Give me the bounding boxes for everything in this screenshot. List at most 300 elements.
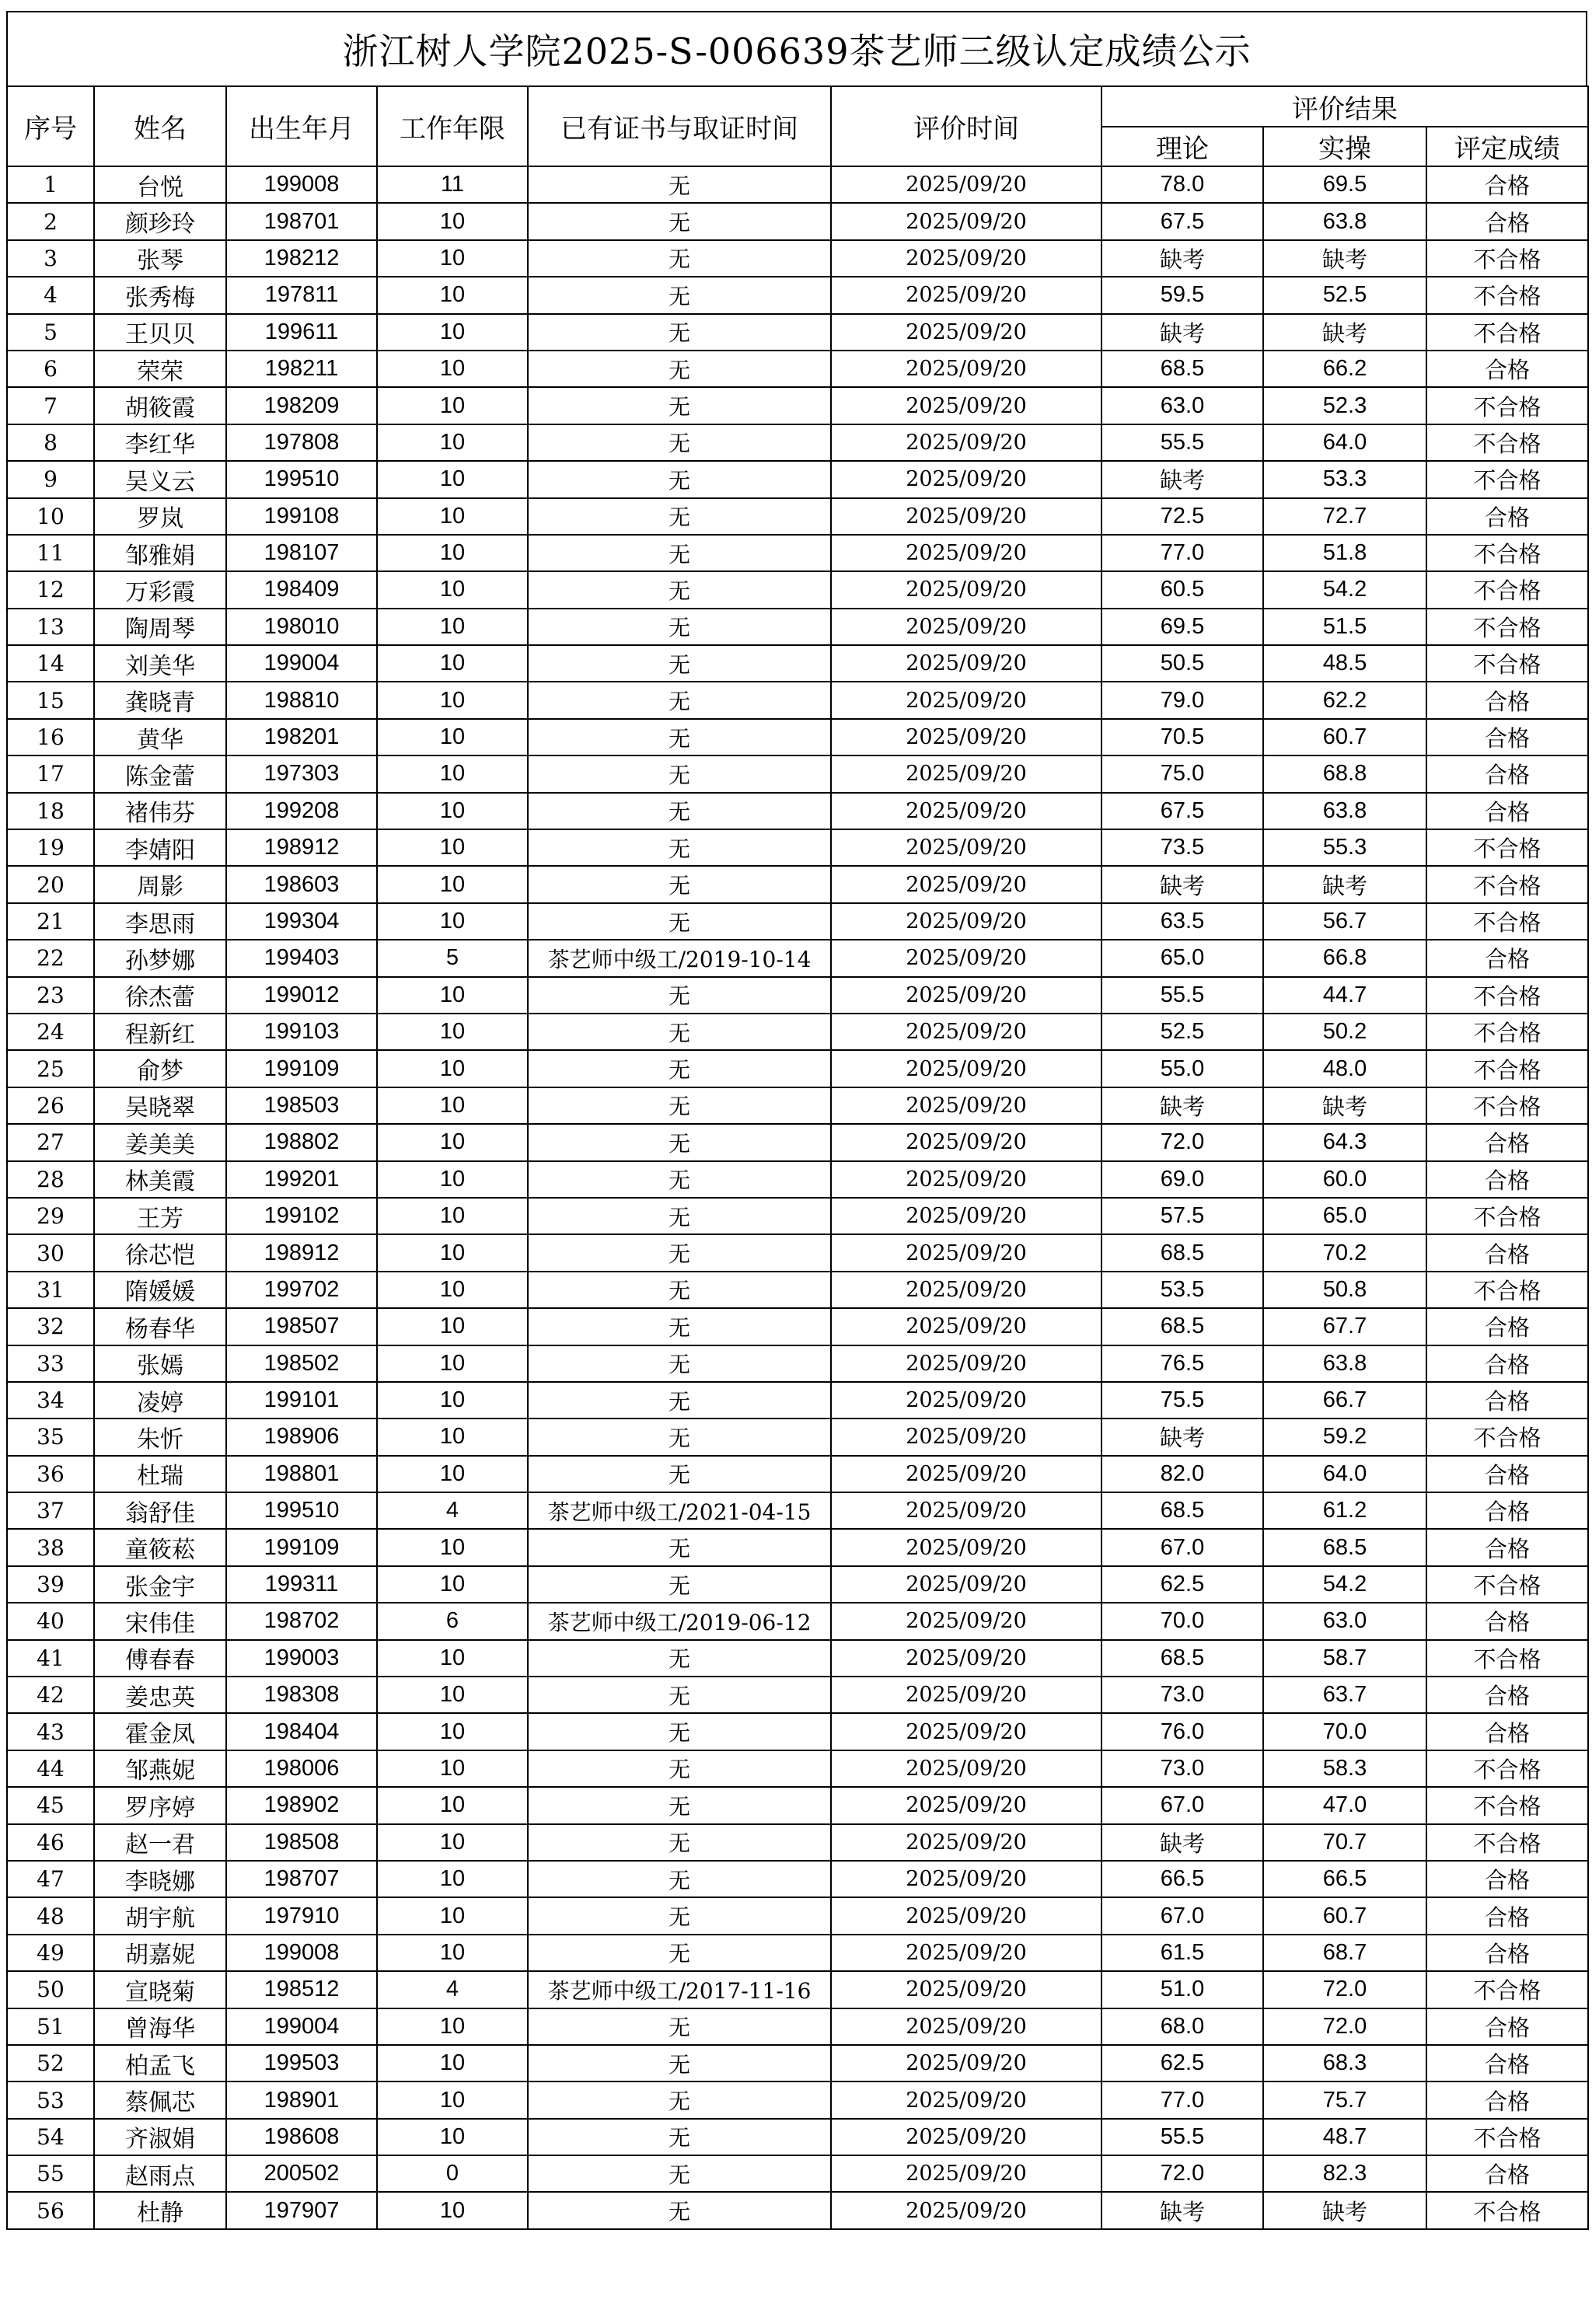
cell-practice: 53.3 (1263, 461, 1426, 497)
cell-practice: 68.3 (1263, 2045, 1426, 2081)
table-row (7, 1161, 1588, 1198)
cell-years: 10 (377, 793, 528, 829)
cell-birth: 198212 (226, 240, 377, 277)
cell-name: 颜珍玲 (94, 203, 226, 239)
cell-years: 10 (377, 387, 528, 424)
cell-name: 罗序婷 (94, 1787, 226, 1823)
cell-birth: 198701 (226, 203, 377, 239)
cell-index: 12 (7, 571, 94, 608)
cell-eval-date: 2025/09/20 (831, 1050, 1101, 1087)
cell-theory: 60.5 (1101, 571, 1263, 608)
cell-index: 44 (7, 1750, 94, 1787)
cell-theory: 67.0 (1101, 1897, 1263, 1934)
cell-birth: 199102 (226, 1198, 377, 1234)
table-row (7, 1014, 1588, 1050)
cell-cert: 无 (528, 1198, 831, 1234)
cell-theory: 缺考 (1101, 461, 1263, 497)
cell-name: 孙梦娜 (94, 940, 226, 976)
cell-name: 胡筱霞 (94, 387, 226, 424)
table-row (7, 1087, 1588, 1124)
cell-name: 王贝贝 (94, 314, 226, 351)
cell-name: 赵一君 (94, 1824, 226, 1861)
cell-cert: 无 (528, 1382, 831, 1418)
cell-grade: 不合格 (1426, 1198, 1588, 1234)
cell-birth: 198906 (226, 1418, 377, 1455)
cell-theory: 51.0 (1101, 1971, 1263, 2008)
cell-index: 31 (7, 1272, 94, 1308)
cell-practice: 缺考 (1263, 314, 1426, 351)
table-row (7, 1198, 1588, 1234)
cell-theory: 缺考 (1101, 2192, 1263, 2228)
cell-grade: 不合格 (1426, 1750, 1588, 1787)
cell-birth: 198902 (226, 1787, 377, 1823)
cell-theory: 70.5 (1101, 719, 1263, 755)
table-row (7, 1272, 1588, 1308)
cell-practice: 67.7 (1263, 1308, 1426, 1345)
cell-cert: 无 (528, 1750, 831, 1787)
cell-cert: 无 (528, 424, 831, 461)
cell-name: 李晓娜 (94, 1861, 226, 1897)
cell-theory: 53.5 (1101, 1272, 1263, 1308)
cell-eval-date: 2025/09/20 (831, 2008, 1101, 2045)
cell-birth: 199103 (226, 1014, 377, 1050)
cell-index: 51 (7, 2008, 94, 2045)
cell-grade: 不合格 (1426, 1272, 1588, 1308)
table-row (7, 498, 1588, 535)
cell-name: 黄华 (94, 719, 226, 755)
cell-practice: 缺考 (1263, 240, 1426, 277)
cell-years: 10 (377, 1861, 528, 1897)
cell-grade: 不合格 (1426, 1050, 1588, 1087)
cell-years: 10 (377, 1750, 528, 1787)
cell-grade: 合格 (1426, 203, 1588, 239)
cell-practice: 63.8 (1263, 1345, 1426, 1382)
cell-index: 25 (7, 1050, 94, 1087)
cell-birth: 199008 (226, 166, 377, 203)
cell-eval-date: 2025/09/20 (831, 682, 1101, 718)
cell-index: 46 (7, 1824, 94, 1861)
cell-years: 10 (377, 977, 528, 1014)
table-row (7, 1308, 1588, 1345)
table-row (7, 1124, 1588, 1160)
cell-cert: 无 (528, 609, 831, 645)
cell-theory: 69.0 (1101, 1161, 1263, 1198)
cell-years: 4 (377, 1492, 528, 1529)
cell-years: 10 (377, 829, 528, 866)
cell-birth: 199503 (226, 2045, 377, 2081)
cell-eval-date: 2025/09/20 (831, 1935, 1101, 1971)
cell-birth: 198006 (226, 1750, 377, 1787)
table-row (7, 1050, 1588, 1087)
table-row (7, 2008, 1588, 2045)
cell-index: 2 (7, 203, 94, 239)
cell-practice: 70.2 (1263, 1234, 1426, 1271)
cell-grade: 合格 (1426, 1382, 1588, 1418)
cell-cert: 无 (528, 1124, 831, 1160)
cell-birth: 199702 (226, 1272, 377, 1308)
cell-years: 10 (377, 2192, 528, 2228)
cell-cert: 无 (528, 1640, 831, 1677)
cell-years: 10 (377, 903, 528, 940)
table-row (7, 1861, 1588, 1897)
cell-birth: 199109 (226, 1529, 377, 1565)
cell-eval-date: 2025/09/20 (831, 940, 1101, 976)
cell-eval-date: 2025/09/20 (831, 2081, 1101, 2118)
cell-practice: 72.7 (1263, 498, 1426, 535)
cell-name: 吴晓翠 (94, 1087, 226, 1124)
cell-name: 霍金凤 (94, 1713, 226, 1750)
header-index: 序号 (7, 86, 94, 166)
cell-eval-date: 2025/09/20 (831, 424, 1101, 461)
cell-grade: 不合格 (1426, 1418, 1588, 1455)
cell-theory: 55.0 (1101, 1050, 1263, 1087)
cell-birth: 197907 (226, 2192, 377, 2228)
cell-cert: 无 (528, 1713, 831, 1750)
cell-index: 30 (7, 1234, 94, 1271)
header-cert: 已有证书与取证时间 (528, 86, 831, 166)
cell-theory: 77.0 (1101, 535, 1263, 571)
cell-index: 26 (7, 1087, 94, 1124)
table-row (7, 1713, 1588, 1750)
cell-index: 56 (7, 2192, 94, 2228)
cell-name: 李红华 (94, 424, 226, 461)
cell-name: 曾海华 (94, 2008, 226, 2045)
cell-eval-date: 2025/09/20 (831, 571, 1101, 608)
cell-index: 23 (7, 977, 94, 1014)
cell-theory: 66.5 (1101, 1861, 1263, 1897)
cell-eval-date: 2025/09/20 (831, 645, 1101, 682)
cell-theory: 79.0 (1101, 682, 1263, 718)
cell-cert: 无 (528, 166, 831, 203)
cell-birth: 198010 (226, 609, 377, 645)
cell-cert: 无 (528, 755, 831, 792)
cell-theory: 67.0 (1101, 1787, 1263, 1823)
cell-index: 6 (7, 351, 94, 387)
cell-practice: 64.0 (1263, 424, 1426, 461)
table-row (7, 2192, 1588, 2228)
cell-eval-date: 2025/09/20 (831, 1161, 1101, 1198)
cell-name: 傅春春 (94, 1640, 226, 1677)
cell-index: 49 (7, 1935, 94, 1971)
cell-cert: 无 (528, 903, 831, 940)
cell-cert: 无 (528, 866, 831, 902)
table-row (7, 1897, 1588, 1934)
table-row (7, 1640, 1588, 1677)
cell-cert: 无 (528, 2081, 831, 2118)
table-row (7, 571, 1588, 608)
cell-years: 10 (377, 240, 528, 277)
cell-years: 10 (377, 1234, 528, 1271)
cell-name: 张金宇 (94, 1566, 226, 1603)
cell-theory: 68.0 (1101, 2008, 1263, 2045)
cell-birth: 199003 (226, 1640, 377, 1677)
cell-eval-date: 2025/09/20 (831, 1234, 1101, 1271)
cell-grade: 合格 (1426, 793, 1588, 829)
cell-cert: 无 (528, 240, 831, 277)
cell-name: 王芳 (94, 1198, 226, 1234)
cell-grade: 不合格 (1426, 1824, 1588, 1861)
cell-theory: 缺考 (1101, 240, 1263, 277)
cell-eval-date: 2025/09/20 (831, 1640, 1101, 1677)
cell-birth: 199611 (226, 314, 377, 351)
cell-grade: 合格 (1426, 1897, 1588, 1934)
cell-practice: 66.5 (1263, 1861, 1426, 1897)
cell-cert: 茶艺师中级工/2017-11-16 (528, 1971, 831, 2008)
table-body (7, 166, 1588, 2229)
cell-theory: 缺考 (1101, 1087, 1263, 1124)
cell-grade: 合格 (1426, 940, 1588, 976)
cell-name: 荣荣 (94, 351, 226, 387)
header-birth: 出生年月 (226, 86, 377, 166)
table-row (7, 609, 1588, 645)
cell-cert: 无 (528, 351, 831, 387)
cell-name: 邹燕妮 (94, 1750, 226, 1787)
cell-eval-date: 2025/09/20 (831, 1345, 1101, 1382)
cell-eval-date: 2025/09/20 (831, 535, 1101, 571)
cell-years: 10 (377, 1198, 528, 1234)
cell-index: 40 (7, 1603, 94, 1639)
cell-practice: 68.8 (1263, 755, 1426, 792)
cell-theory: 72.5 (1101, 498, 1263, 535)
cell-grade: 不合格 (1426, 1787, 1588, 1823)
cell-years: 10 (377, 609, 528, 645)
cell-eval-date: 2025/09/20 (831, 1566, 1101, 1603)
cell-practice: 48.7 (1263, 2119, 1426, 2155)
cell-practice: 56.7 (1263, 903, 1426, 940)
cell-name: 俞梦 (94, 1050, 226, 1087)
cell-name: 齐淑娟 (94, 2119, 226, 2155)
cell-cert: 无 (528, 535, 831, 571)
cell-birth: 199012 (226, 977, 377, 1014)
table-row (7, 2081, 1588, 2118)
cell-eval-date: 2025/09/20 (831, 1456, 1101, 1492)
cell-years: 10 (377, 535, 528, 571)
cell-cert: 无 (528, 314, 831, 351)
table-row (7, 977, 1588, 1014)
cell-eval-date: 2025/09/20 (831, 1198, 1101, 1234)
cell-years: 10 (377, 1787, 528, 1823)
cell-grade: 合格 (1426, 1935, 1588, 1971)
table-row (7, 1677, 1588, 1713)
cell-index: 24 (7, 1014, 94, 1050)
table-row (7, 1971, 1588, 2008)
cell-grade: 不合格 (1426, 1566, 1588, 1603)
cell-index: 17 (7, 755, 94, 792)
cell-years: 10 (377, 1418, 528, 1455)
cell-practice: 63.7 (1263, 1677, 1426, 1713)
cell-theory: 77.0 (1101, 2081, 1263, 2118)
table-row (7, 277, 1588, 313)
cell-years: 11 (377, 166, 528, 203)
cell-index: 53 (7, 2081, 94, 2118)
cell-cert: 无 (528, 977, 831, 1014)
cell-birth: 198707 (226, 1861, 377, 1897)
cell-grade: 不合格 (1426, 903, 1588, 940)
cell-cert: 无 (528, 1418, 831, 1455)
cell-practice: 55.3 (1263, 829, 1426, 866)
cell-cert: 无 (528, 277, 831, 313)
cell-theory: 68.5 (1101, 1492, 1263, 1529)
cell-theory: 72.0 (1101, 1124, 1263, 1160)
cell-cert: 无 (528, 461, 831, 497)
cell-grade: 不合格 (1426, 1014, 1588, 1050)
cell-years: 10 (377, 2119, 528, 2155)
cell-index: 54 (7, 2119, 94, 2155)
cell-birth: 198211 (226, 351, 377, 387)
cell-cert: 茶艺师中级工/2019-06-12 (528, 1603, 831, 1639)
cell-eval-date: 2025/09/20 (831, 1014, 1101, 1050)
cell-practice: 66.2 (1263, 351, 1426, 387)
cell-years: 10 (377, 351, 528, 387)
cell-index: 32 (7, 1308, 94, 1345)
cell-practice: 63.8 (1263, 203, 1426, 239)
cell-years: 10 (377, 645, 528, 682)
cell-name: 罗岚 (94, 498, 226, 535)
cell-grade: 合格 (1426, 1456, 1588, 1492)
cell-practice: 51.5 (1263, 609, 1426, 645)
cell-eval-date: 2025/09/20 (831, 1418, 1101, 1455)
cell-practice: 48.0 (1263, 1050, 1426, 1087)
cell-cert: 无 (528, 1345, 831, 1382)
cell-birth: 199304 (226, 903, 377, 940)
cell-theory: 62.5 (1101, 1566, 1263, 1603)
table-row (7, 461, 1588, 497)
cell-name: 刘美华 (94, 645, 226, 682)
cell-name: 宋伟佳 (94, 1603, 226, 1639)
cell-practice: 51.8 (1263, 535, 1426, 571)
cell-eval-date: 2025/09/20 (831, 1750, 1101, 1787)
cell-grade: 不合格 (1426, 314, 1588, 351)
cell-index: 7 (7, 387, 94, 424)
cell-theory: 67.5 (1101, 203, 1263, 239)
cell-practice: 缺考 (1263, 1087, 1426, 1124)
cell-grade: 合格 (1426, 1713, 1588, 1750)
cell-years: 10 (377, 1713, 528, 1750)
cell-birth: 199004 (226, 645, 377, 682)
cell-years: 10 (377, 2008, 528, 2045)
cell-practice: 72.0 (1263, 2008, 1426, 2045)
cell-practice: 75.7 (1263, 2081, 1426, 2118)
cell-grade: 合格 (1426, 1345, 1588, 1382)
cell-theory: 72.0 (1101, 2155, 1263, 2192)
cell-years: 10 (377, 2045, 528, 2081)
cell-practice: 61.2 (1263, 1492, 1426, 1529)
cell-theory: 63.0 (1101, 387, 1263, 424)
table-row (7, 240, 1588, 277)
cell-theory: 75.5 (1101, 1382, 1263, 1418)
cell-theory: 55.5 (1101, 2119, 1263, 2155)
cell-eval-date: 2025/09/20 (831, 1677, 1101, 1713)
cell-grade: 不合格 (1426, 571, 1588, 608)
cell-name: 李思雨 (94, 903, 226, 940)
cell-theory: 63.5 (1101, 903, 1263, 940)
table-row (7, 1824, 1588, 1861)
cell-practice: 54.2 (1263, 571, 1426, 608)
cell-birth: 199201 (226, 1161, 377, 1198)
cell-grade: 合格 (1426, 1492, 1588, 1529)
table-row (7, 1234, 1588, 1271)
table-row (7, 940, 1588, 976)
table-row (7, 903, 1588, 940)
cell-practice: 65.0 (1263, 1198, 1426, 1234)
table-row (7, 829, 1588, 866)
cell-birth: 198508 (226, 1824, 377, 1861)
cell-theory: 78.0 (1101, 166, 1263, 203)
cell-name: 杨春华 (94, 1308, 226, 1345)
cell-eval-date: 2025/09/20 (831, 1087, 1101, 1124)
cell-name: 隋媛媛 (94, 1272, 226, 1308)
cell-birth: 199510 (226, 1492, 377, 1529)
cell-eval-date: 2025/09/20 (831, 498, 1101, 535)
cell-practice: 58.3 (1263, 1750, 1426, 1787)
cell-theory: 50.5 (1101, 645, 1263, 682)
cell-practice: 60.7 (1263, 719, 1426, 755)
cell-practice: 58.7 (1263, 1640, 1426, 1677)
cell-practice: 60.0 (1263, 1161, 1426, 1198)
table-row (7, 719, 1588, 755)
table-header (7, 86, 1588, 166)
cell-cert: 无 (528, 1897, 831, 1934)
cell-grade: 合格 (1426, 498, 1588, 535)
cell-index: 48 (7, 1897, 94, 1934)
cell-theory: 67.0 (1101, 1529, 1263, 1565)
cell-eval-date: 2025/09/20 (831, 2155, 1101, 2192)
table-row (7, 1456, 1588, 1492)
cell-cert: 无 (528, 829, 831, 866)
cell-cert: 无 (528, 645, 831, 682)
cell-years: 10 (377, 1272, 528, 1308)
cell-eval-date: 2025/09/20 (831, 387, 1101, 424)
cell-cert: 无 (528, 1566, 831, 1603)
cell-theory: 68.5 (1101, 1234, 1263, 1271)
cell-cert: 无 (528, 1824, 831, 1861)
cell-theory: 55.5 (1101, 424, 1263, 461)
score-sheet (6, 11, 1587, 2230)
table-row (7, 2155, 1588, 2192)
table-row (7, 1529, 1588, 1565)
table-row (7, 1750, 1588, 1787)
cell-birth: 198107 (226, 535, 377, 571)
cell-name: 杜瑞 (94, 1456, 226, 1492)
table-row (7, 1418, 1588, 1455)
cell-years: 10 (377, 719, 528, 755)
results-table (6, 85, 1589, 2230)
cell-name: 周影 (94, 866, 226, 902)
cell-grade: 合格 (1426, 1234, 1588, 1271)
cell-years: 10 (377, 866, 528, 902)
cell-theory: 69.5 (1101, 609, 1263, 645)
cell-theory: 76.5 (1101, 1345, 1263, 1382)
cell-index: 18 (7, 793, 94, 829)
cell-name: 万彩霞 (94, 571, 226, 608)
cell-theory: 73.0 (1101, 1677, 1263, 1713)
table-row (7, 755, 1588, 792)
cell-practice: 62.2 (1263, 682, 1426, 718)
cell-grade: 不合格 (1426, 387, 1588, 424)
cell-name: 童筱菘 (94, 1529, 226, 1565)
table-row (7, 314, 1588, 351)
cell-grade: 不合格 (1426, 277, 1588, 313)
cell-index: 29 (7, 1198, 94, 1234)
cell-name: 胡嘉妮 (94, 1935, 226, 1971)
cell-theory: 65.0 (1101, 940, 1263, 976)
cell-theory: 59.5 (1101, 277, 1263, 313)
cell-birth: 198901 (226, 2081, 377, 2118)
cell-grade: 不合格 (1426, 2192, 1588, 2228)
cell-years: 10 (377, 498, 528, 535)
cell-index: 20 (7, 866, 94, 902)
cell-years: 10 (377, 1897, 528, 1934)
